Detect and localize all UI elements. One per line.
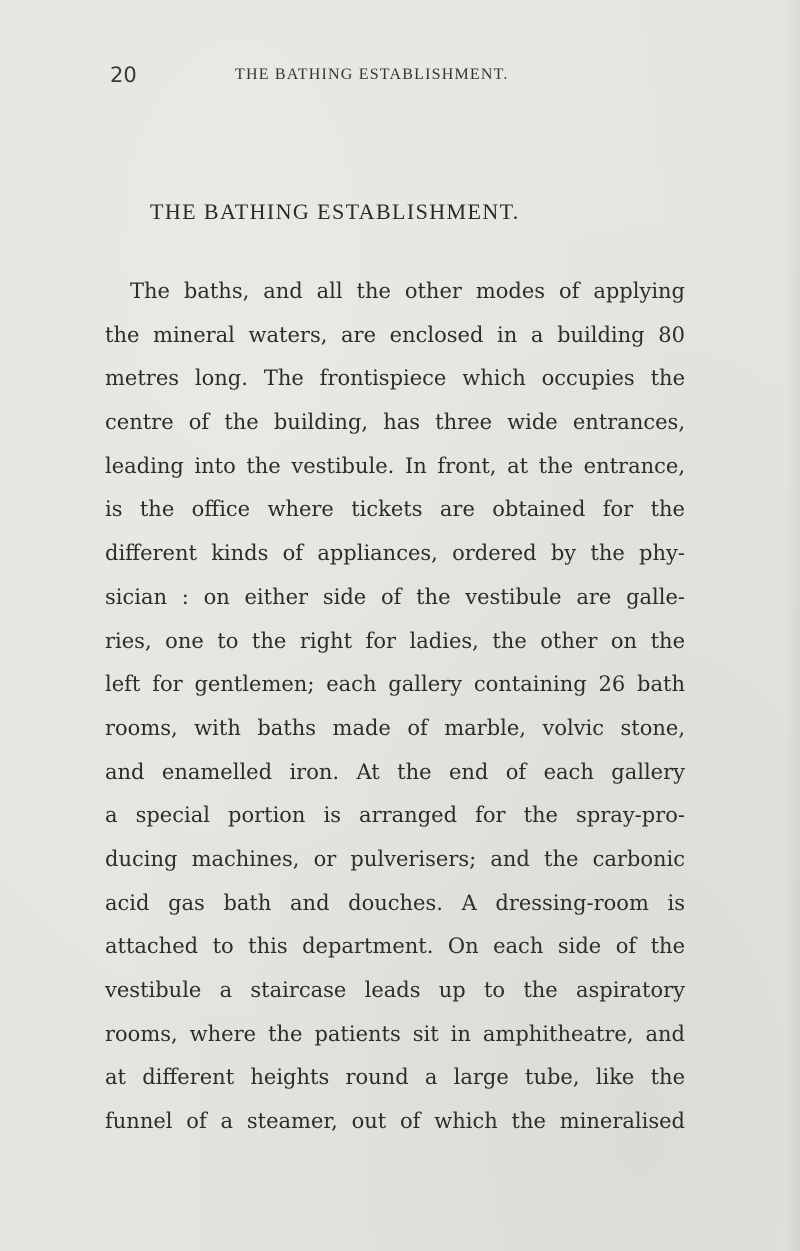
text-line: sician : on either side of the vestibule are galle- — [105, 584, 685, 609]
text-line: The baths, and all the other modes of applying — [130, 279, 685, 303]
text-line: funnel of a steamer, out of which the mineralised — [105, 1109, 685, 1134]
text-line: rooms, with baths made of marble, volvic stone, — [105, 715, 685, 740]
text-line: is the office where tickets are obtained for the — [105, 497, 685, 522]
running-title: THE BATHING ESTABLISHMENT. — [235, 66, 509, 83]
text-line: ducing machines, or pulverisers; and the carbonic — [105, 846, 685, 871]
text-line: and enamelled iron. At the end of each gallery — [105, 759, 685, 784]
text-line: attached to this department. On each side of the — [105, 934, 685, 959]
running-head — [110, 62, 670, 88]
text-line: acid gas bath and douches. A dressing-room is — [105, 890, 685, 915]
text-line: ries, one to the right for ladies, the other on the — [105, 628, 685, 653]
text-line: centre of the building, has three wide entrances, — [105, 410, 685, 435]
section-heading: THE BATHING ESTABLISHMENT. — [150, 199, 520, 224]
text-line: metres long. The frontispiece which occupies the — [105, 366, 685, 391]
page-edge-shadow — [786, 0, 800, 1251]
body-paragraph — [105, 270, 685, 1144]
text-line: left for gentlemen; each gallery containing 26 bath — [105, 672, 685, 697]
text-line: a special portion is arranged for the spray-pro- — [105, 803, 685, 828]
text-line: leading into the vestibule. In front, at the entrance, — [105, 453, 685, 478]
page-number: 20 — [110, 63, 137, 87]
text-line: the mineral waters, are enclosed in a building 80 — [105, 322, 685, 347]
text-line: at different heights round a large tube, like the — [105, 1065, 685, 1090]
text-line: different kinds of appliances, ordered by the phy- — [105, 541, 685, 566]
text-line: rooms, where the patients sit in amphitheatre, and — [105, 1021, 685, 1046]
text-line: vestibule a staircase leads up to the aspiratory — [105, 978, 685, 1002]
